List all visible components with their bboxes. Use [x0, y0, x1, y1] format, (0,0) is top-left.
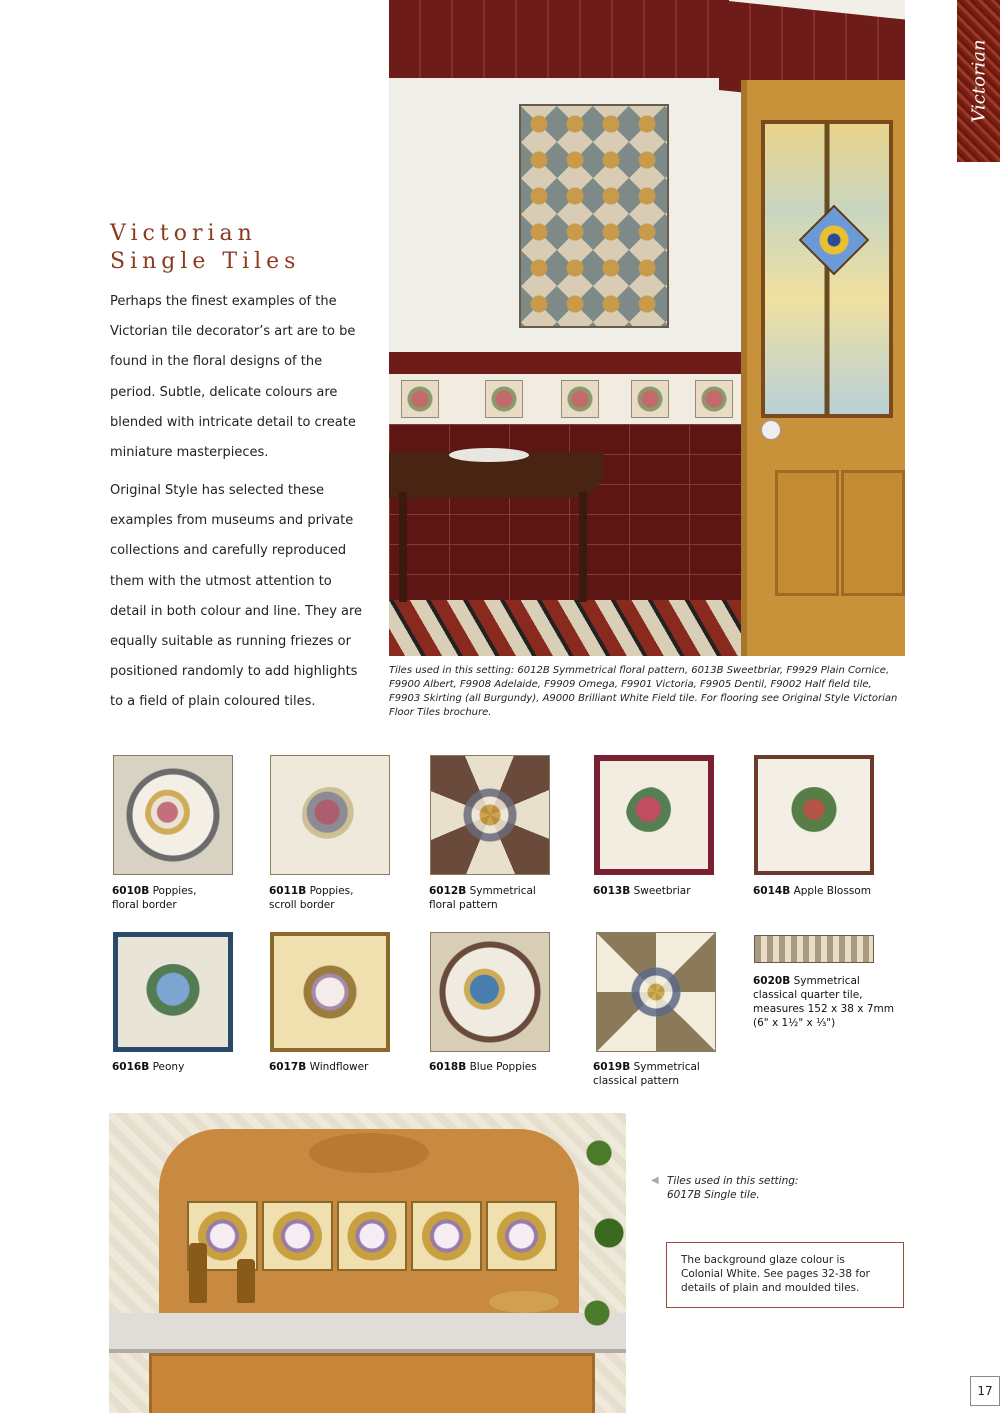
page-number: 17 [970, 1376, 1000, 1406]
tile-image-6014b [754, 755, 874, 875]
tile-image-6013b [594, 755, 714, 875]
title-line-1: Victorian [110, 221, 257, 246]
tile-caption-6010b: 6010B Poppies, floral border [112, 885, 197, 911]
tile-image-6011b [270, 755, 390, 875]
tile-caption-6011b: 6011B Poppies, scroll border [269, 885, 354, 911]
tile-image-6020b [754, 935, 874, 963]
photo-caption: Tiles used in this setting: 6012B Symmetrical floral pattern, 6013B Sweetbriar, F9929 Plain Cornice, F9900 Albert, F9908 Adelaide, F9909 Omega, F9901 Victoria, F9905 Dentil, F9002 Half field tile, F9903 Skirting (all Burgundy), A9000 Brilliant White Field tile. For flooring see Original Style Victorian Floor Tiles brochure. [389, 665, 898, 718]
tile-image-6016b [113, 932, 233, 1052]
tile-panel [519, 104, 669, 328]
glaze-note: The background glaze colour is Colonial White. See pages 32-38 for details of plain and moulded tiles. [666, 1242, 904, 1308]
page-title [110, 220, 300, 276]
console-table [389, 452, 604, 602]
tile-caption-6018b: 6018B Blue Poppies [429, 1061, 537, 1073]
tile-image-6018b [430, 932, 550, 1052]
tile-caption-6017b: 6017B Windflower [269, 1061, 369, 1073]
tile-image-6017b [270, 932, 390, 1052]
section-tab-label: Victorian [968, 39, 989, 123]
tile-image-6010b [113, 755, 233, 875]
tile-image-6019b [596, 932, 716, 1052]
tile-caption-6016b: 6016B Peony [112, 1061, 185, 1073]
tile-caption-6020b: 6020B Symmetrical classical quarter tile, measures 152 x 38 x 7mm (6" x 1½" x ⅓") [753, 975, 894, 1029]
washstand-photo [109, 1113, 626, 1413]
washstand-caption: ◀ Tiles used in this setting: 6017B Single tile. [651, 1175, 799, 1201]
section-tab [957, 0, 1000, 162]
tile-caption-6014b: 6014B Apple Blossom [753, 885, 871, 897]
room-photo [389, 0, 905, 656]
tile-caption-6012b: 6012B Symmetrical floral pattern [429, 885, 536, 911]
tile-image-6012b [430, 755, 550, 875]
tile-caption-6013b: 6013B Sweetbriar [593, 885, 691, 897]
left-arrow-icon: ◀ [651, 1175, 659, 1186]
intro-paragraph-1: Perhaps the finest examples of the Victorian tile decorator’s art are to be found in the floral designs of the period. Subtle, delicate colours are blended with intricate detail to create miniature masterpieces. [110, 294, 356, 461]
tile-caption-6019b: 6019B Symmetrical classical pattern [593, 1061, 700, 1087]
intro-paragraph-2: Original Style has selected these examples from museums and private collections and carefully reproduced them with the utmost attention to detail in both colour and line. They are equally suitable as running friezes or positioned randomly to add highlights to a field of plain coloured tiles. [110, 483, 363, 710]
title-line-2: Single Tiles [110, 249, 301, 274]
